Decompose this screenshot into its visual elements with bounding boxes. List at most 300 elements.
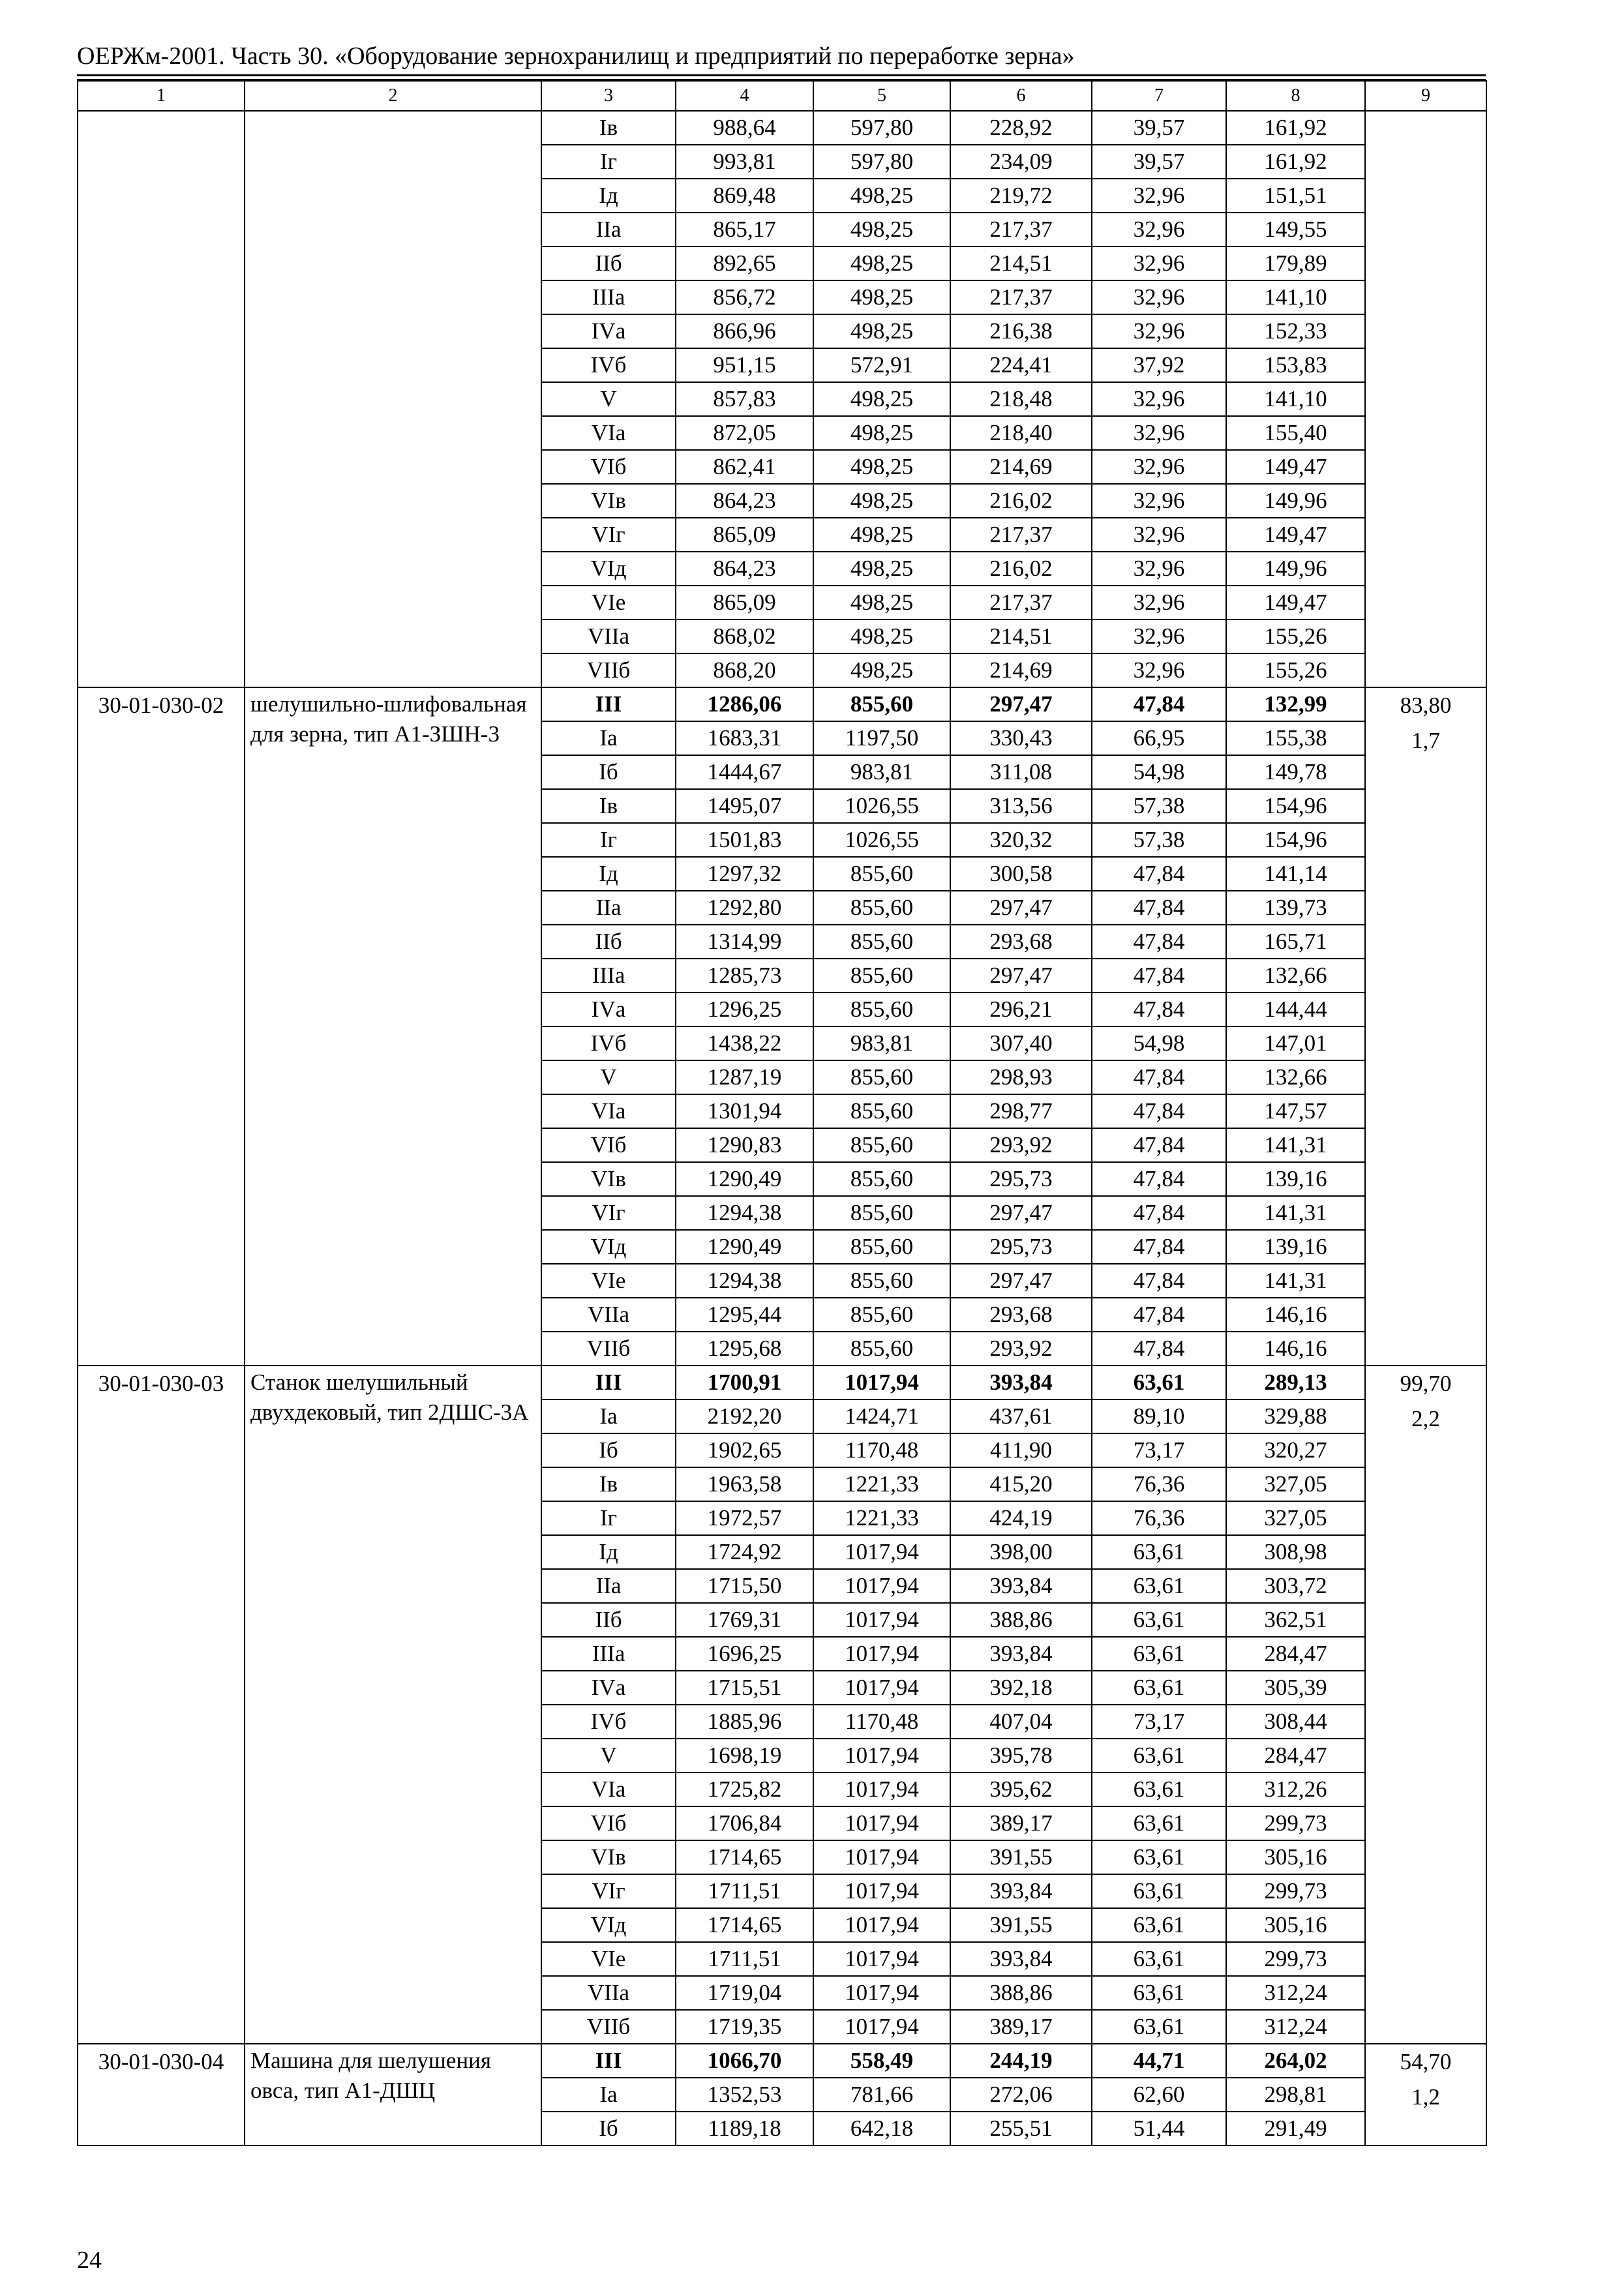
materials-cost: 312,24 bbox=[1226, 2010, 1365, 2044]
machine-cost: 217,37 bbox=[950, 213, 1092, 247]
region-code: III bbox=[541, 2044, 676, 2078]
labor-costs-cell bbox=[1365, 111, 1486, 687]
direct-cost: 864,23 bbox=[676, 484, 813, 518]
machine-cost: 217,37 bbox=[950, 280, 1092, 314]
operator-wage: 63,61 bbox=[1092, 1569, 1226, 1603]
machine-cost: 216,02 bbox=[950, 484, 1092, 518]
operator-wage: 47,84 bbox=[1092, 1128, 1226, 1162]
position-name: Машина для шелушения овса, тип А1-ДШЦ bbox=[245, 2044, 541, 2146]
direct-cost: 1066,70 bbox=[676, 2044, 813, 2078]
operator-wage: 63,61 bbox=[1092, 2010, 1226, 2044]
labor-wage: 498,25 bbox=[813, 280, 950, 314]
direct-cost: 1902,65 bbox=[676, 1433, 813, 1467]
operator-wage: 47,84 bbox=[1092, 1230, 1226, 1264]
labor-wage: 855,60 bbox=[813, 1196, 950, 1230]
operator-wage: 39,57 bbox=[1092, 111, 1226, 145]
column-number: 9 bbox=[1365, 81, 1486, 111]
operator-wage: 62,60 bbox=[1092, 2078, 1226, 2112]
operator-hours: 2,2 bbox=[1411, 1406, 1440, 1431]
machine-cost: 415,20 bbox=[950, 1467, 1092, 1501]
operator-wage: 63,61 bbox=[1092, 1908, 1226, 1942]
operator-hours: 1,2 bbox=[1411, 2084, 1440, 2110]
region-code: VIIа bbox=[541, 620, 676, 653]
machine-cost: 388,86 bbox=[950, 1603, 1092, 1637]
machine-cost: 391,55 bbox=[950, 1908, 1092, 1942]
region-code: IIIа bbox=[541, 1637, 676, 1671]
labor-wage: 498,25 bbox=[813, 586, 950, 620]
machine-cost: 216,02 bbox=[950, 552, 1092, 586]
operator-wage: 47,84 bbox=[1092, 857, 1226, 891]
labor-wage: 1017,94 bbox=[813, 1603, 950, 1637]
materials-cost: 308,44 bbox=[1226, 1705, 1365, 1739]
region-code: Iв bbox=[541, 789, 676, 823]
operator-wage: 63,61 bbox=[1092, 1535, 1226, 1569]
machine-cost: 393,84 bbox=[950, 1569, 1092, 1603]
machine-cost: 393,84 bbox=[950, 1637, 1092, 1671]
machine-cost: 395,62 bbox=[950, 1773, 1092, 1806]
machine-cost: 228,92 bbox=[950, 111, 1092, 145]
materials-cost: 149,78 bbox=[1226, 755, 1365, 789]
operator-wage: 73,17 bbox=[1092, 1433, 1226, 1467]
direct-cost: 1714,65 bbox=[676, 1840, 813, 1874]
machine-cost: 297,47 bbox=[950, 1196, 1092, 1230]
region-code: VIIб bbox=[541, 2010, 676, 2044]
machine-cost: 398,00 bbox=[950, 1535, 1092, 1569]
labor-wage: 498,25 bbox=[813, 382, 950, 416]
materials-cost: 165,71 bbox=[1226, 925, 1365, 959]
direct-cost: 1444,67 bbox=[676, 755, 813, 789]
direct-cost: 1285,73 bbox=[676, 959, 813, 993]
labor-wage: 1424,71 bbox=[813, 1399, 950, 1433]
direct-cost: 1495,07 bbox=[676, 789, 813, 823]
materials-cost: 155,26 bbox=[1226, 620, 1365, 653]
materials-cost: 141,31 bbox=[1226, 1196, 1365, 1230]
operator-wage: 32,96 bbox=[1092, 518, 1226, 552]
machine-cost: 293,92 bbox=[950, 1332, 1092, 1366]
labor-wage: 855,60 bbox=[813, 1162, 950, 1196]
region-code: VIIа bbox=[541, 1298, 676, 1332]
operator-wage: 66,95 bbox=[1092, 721, 1226, 755]
direct-cost: 864,23 bbox=[676, 552, 813, 586]
labor-wage: 855,60 bbox=[813, 1060, 950, 1094]
labor-wage: 1017,94 bbox=[813, 1671, 950, 1705]
region-code: VIб bbox=[541, 1128, 676, 1162]
materials-cost: 155,26 bbox=[1226, 653, 1365, 687]
direct-cost: 1714,65 bbox=[676, 1908, 813, 1942]
materials-cost: 284,47 bbox=[1226, 1739, 1365, 1773]
position-name: Станок шелушильный двухдековый, тип 2ДШС-3А bbox=[245, 1366, 541, 2044]
labor-wage: 1017,94 bbox=[813, 1908, 950, 1942]
operator-wage: 44,71 bbox=[1092, 2044, 1226, 2078]
operator-wage: 32,96 bbox=[1092, 280, 1226, 314]
machine-cost: 295,73 bbox=[950, 1230, 1092, 1264]
operator-wage: 32,96 bbox=[1092, 179, 1226, 213]
materials-cost: 308,98 bbox=[1226, 1535, 1365, 1569]
direct-cost: 856,72 bbox=[676, 280, 813, 314]
column-number-row bbox=[78, 81, 1486, 111]
header-rule bbox=[77, 74, 1486, 76]
operator-wage: 63,61 bbox=[1092, 1637, 1226, 1671]
materials-cost: 139,73 bbox=[1226, 891, 1365, 925]
labor-wage: 1197,50 bbox=[813, 721, 950, 755]
region-code: Iб bbox=[541, 1433, 676, 1467]
direct-cost: 872,05 bbox=[676, 416, 813, 450]
labor-wage: 1221,33 bbox=[813, 1501, 950, 1535]
direct-cost: 865,17 bbox=[676, 213, 813, 247]
operator-wage: 47,84 bbox=[1092, 1332, 1226, 1366]
region-code: III bbox=[541, 687, 676, 721]
document-header: ОЕРЖм-2001. Часть 30. «Оборудование зернохранилищ и предприятий по переработке зерна» bbox=[77, 42, 1075, 70]
table-body bbox=[78, 81, 1486, 2146]
machine-cost: 272,06 bbox=[950, 2078, 1092, 2112]
operator-wage: 51,44 bbox=[1092, 2112, 1226, 2146]
operator-wage: 47,84 bbox=[1092, 993, 1226, 1026]
labor-costs-cell bbox=[1365, 687, 1486, 1366]
materials-cost: 179,89 bbox=[1226, 247, 1365, 280]
labor-wage: 1017,94 bbox=[813, 1773, 950, 1806]
region-code: Iа bbox=[541, 2078, 676, 2112]
operator-wage: 47,84 bbox=[1092, 891, 1226, 925]
operator-wage: 47,84 bbox=[1092, 687, 1226, 721]
labor-wage: 855,60 bbox=[813, 993, 950, 1026]
materials-cost: 312,26 bbox=[1226, 1773, 1365, 1806]
position-code bbox=[78, 111, 245, 687]
direct-cost: 993,81 bbox=[676, 145, 813, 179]
labor-hours: 99,70 bbox=[1400, 1371, 1452, 1396]
machine-cost: 330,43 bbox=[950, 721, 1092, 755]
direct-cost: 2192,20 bbox=[676, 1399, 813, 1433]
direct-cost: 1683,31 bbox=[676, 721, 813, 755]
labor-wage: 498,25 bbox=[813, 247, 950, 280]
region-code: VIа bbox=[541, 1773, 676, 1806]
machine-cost: 320,32 bbox=[950, 823, 1092, 857]
direct-cost: 1301,94 bbox=[676, 1094, 813, 1128]
region-code: Iд bbox=[541, 1535, 676, 1569]
operator-wage: 54,98 bbox=[1092, 1026, 1226, 1060]
direct-cost: 1297,32 bbox=[676, 857, 813, 891]
machine-cost: 298,93 bbox=[950, 1060, 1092, 1094]
operator-wage: 47,84 bbox=[1092, 1298, 1226, 1332]
region-code: V bbox=[541, 1060, 676, 1094]
column-number: 5 bbox=[813, 81, 950, 111]
machine-cost: 300,58 bbox=[950, 857, 1092, 891]
direct-cost: 951,15 bbox=[676, 348, 813, 382]
region-code: IVа bbox=[541, 993, 676, 1026]
machine-cost: 307,40 bbox=[950, 1026, 1092, 1060]
machine-cost: 297,47 bbox=[950, 687, 1092, 721]
operator-wage: 39,57 bbox=[1092, 145, 1226, 179]
direct-cost: 866,96 bbox=[676, 314, 813, 348]
direct-cost: 1314,99 bbox=[676, 925, 813, 959]
operator-wage: 54,98 bbox=[1092, 755, 1226, 789]
region-code: VIе bbox=[541, 1264, 676, 1298]
region-code: V bbox=[541, 1739, 676, 1773]
direct-cost: 869,48 bbox=[676, 179, 813, 213]
table-row bbox=[78, 1366, 1486, 1399]
direct-cost: 1715,50 bbox=[676, 1569, 813, 1603]
operator-wage: 32,96 bbox=[1092, 620, 1226, 653]
materials-cost: 327,05 bbox=[1226, 1501, 1365, 1535]
region-code: Iд bbox=[541, 179, 676, 213]
direct-cost: 1295,44 bbox=[676, 1298, 813, 1332]
direct-cost: 1719,04 bbox=[676, 1976, 813, 2010]
direct-cost: 1700,91 bbox=[676, 1366, 813, 1399]
region-code: VIIб bbox=[541, 1332, 676, 1366]
labor-wage: 1017,94 bbox=[813, 1942, 950, 1976]
operator-wage: 47,84 bbox=[1092, 1162, 1226, 1196]
materials-cost: 155,40 bbox=[1226, 416, 1365, 450]
labor-wage: 572,91 bbox=[813, 348, 950, 382]
column-number: 7 bbox=[1092, 81, 1226, 111]
region-code: III bbox=[541, 1366, 676, 1399]
materials-cost: 299,73 bbox=[1226, 1806, 1365, 1840]
materials-cost: 152,33 bbox=[1226, 314, 1365, 348]
operator-hours bbox=[1366, 147, 1486, 182]
labor-wage: 1017,94 bbox=[813, 1535, 950, 1569]
materials-cost: 320,27 bbox=[1226, 1433, 1365, 1467]
materials-cost: 141,10 bbox=[1226, 382, 1365, 416]
materials-cost: 284,47 bbox=[1226, 1637, 1365, 1671]
direct-cost: 1294,38 bbox=[676, 1196, 813, 1230]
labor-wage: 498,25 bbox=[813, 213, 950, 247]
table-row bbox=[78, 687, 1486, 721]
labor-wage: 597,80 bbox=[813, 111, 950, 145]
materials-cost: 289,13 bbox=[1226, 1366, 1365, 1399]
operator-wage: 63,61 bbox=[1092, 1773, 1226, 1806]
machine-cost: 313,56 bbox=[950, 789, 1092, 823]
labor-wage: 1170,48 bbox=[813, 1433, 950, 1467]
labor-wage: 1017,94 bbox=[813, 1569, 950, 1603]
materials-cost: 149,47 bbox=[1226, 450, 1365, 484]
machine-cost: 293,92 bbox=[950, 1128, 1092, 1162]
labor-wage: 1017,94 bbox=[813, 2010, 950, 2044]
materials-cost: 149,96 bbox=[1226, 484, 1365, 518]
direct-cost: 1963,58 bbox=[676, 1467, 813, 1501]
labor-wage: 855,60 bbox=[813, 891, 950, 925]
machine-cost: 391,55 bbox=[950, 1840, 1092, 1874]
direct-cost: 1292,80 bbox=[676, 891, 813, 925]
machine-cost: 393,84 bbox=[950, 1366, 1092, 1399]
direct-cost: 1711,51 bbox=[676, 1874, 813, 1908]
operator-wage: 32,96 bbox=[1092, 450, 1226, 484]
materials-cost: 298,81 bbox=[1226, 2078, 1365, 2112]
direct-cost: 1287,19 bbox=[676, 1060, 813, 1094]
labor-wage: 558,49 bbox=[813, 2044, 950, 2078]
materials-cost: 312,24 bbox=[1226, 1976, 1365, 2010]
labor-hours: 54,70 bbox=[1400, 2049, 1452, 2074]
direct-cost: 988,64 bbox=[676, 111, 813, 145]
machine-cost: 395,78 bbox=[950, 1739, 1092, 1773]
operator-wage: 32,96 bbox=[1092, 247, 1226, 280]
region-code: VIв bbox=[541, 1840, 676, 1874]
position-name bbox=[245, 111, 541, 687]
price-table bbox=[77, 80, 1487, 2146]
materials-cost: 146,16 bbox=[1226, 1298, 1365, 1332]
direct-cost: 1189,18 bbox=[676, 2112, 813, 2146]
machine-cost: 218,40 bbox=[950, 416, 1092, 450]
labor-wage: 1026,55 bbox=[813, 823, 950, 857]
materials-cost: 132,66 bbox=[1226, 1060, 1365, 1094]
region-code: Iг bbox=[541, 823, 676, 857]
machine-cost: 217,37 bbox=[950, 586, 1092, 620]
materials-cost: 149,47 bbox=[1226, 586, 1365, 620]
direct-cost: 865,09 bbox=[676, 518, 813, 552]
materials-cost: 305,16 bbox=[1226, 1908, 1365, 1942]
labor-wage: 855,60 bbox=[813, 1298, 950, 1332]
machine-cost: 297,47 bbox=[950, 891, 1092, 925]
machine-cost: 293,68 bbox=[950, 1298, 1092, 1332]
materials-cost: 303,72 bbox=[1226, 1569, 1365, 1603]
direct-cost: 1698,19 bbox=[676, 1739, 813, 1773]
direct-cost: 1296,25 bbox=[676, 993, 813, 1026]
labor-wage: 1170,48 bbox=[813, 1705, 950, 1739]
direct-cost: 1286,06 bbox=[676, 687, 813, 721]
materials-cost: 327,05 bbox=[1226, 1467, 1365, 1501]
region-code: VIб bbox=[541, 450, 676, 484]
labor-wage: 855,60 bbox=[813, 1094, 950, 1128]
materials-cost: 161,92 bbox=[1226, 145, 1365, 179]
region-code: IIа bbox=[541, 213, 676, 247]
operator-wage: 73,17 bbox=[1092, 1705, 1226, 1739]
materials-cost: 139,16 bbox=[1226, 1162, 1365, 1196]
labor-hours bbox=[1366, 112, 1486, 147]
labor-wage: 855,60 bbox=[813, 925, 950, 959]
region-code: Iг bbox=[541, 145, 676, 179]
materials-cost: 146,16 bbox=[1226, 1332, 1365, 1366]
region-code: Iд bbox=[541, 857, 676, 891]
machine-cost: 388,86 bbox=[950, 1976, 1092, 2010]
machine-cost: 297,47 bbox=[950, 959, 1092, 993]
machine-cost: 244,19 bbox=[950, 2044, 1092, 2078]
labor-wage: 1017,94 bbox=[813, 1366, 950, 1399]
materials-cost: 362,51 bbox=[1226, 1603, 1365, 1637]
operator-wage: 47,84 bbox=[1092, 959, 1226, 993]
materials-cost: 141,14 bbox=[1226, 857, 1365, 891]
machine-cost: 392,18 bbox=[950, 1671, 1092, 1705]
labor-wage: 781,66 bbox=[813, 2078, 950, 2112]
machine-cost: 389,17 bbox=[950, 2010, 1092, 2044]
machine-cost: 389,17 bbox=[950, 1806, 1092, 1840]
operator-wage: 32,96 bbox=[1092, 586, 1226, 620]
labor-wage: 1017,94 bbox=[813, 1976, 950, 2010]
machine-cost: 214,69 bbox=[950, 450, 1092, 484]
page-number: 24 bbox=[77, 2247, 102, 2274]
labor-wage: 855,60 bbox=[813, 857, 950, 891]
direct-cost: 1885,96 bbox=[676, 1705, 813, 1739]
operator-wage: 63,61 bbox=[1092, 1739, 1226, 1773]
labor-costs-cell bbox=[1365, 2044, 1486, 2146]
direct-cost: 892,65 bbox=[676, 247, 813, 280]
region-code: VIе bbox=[541, 1942, 676, 1976]
machine-cost: 255,51 bbox=[950, 2112, 1092, 2146]
labor-wage: 855,60 bbox=[813, 1128, 950, 1162]
materials-cost: 132,66 bbox=[1226, 959, 1365, 993]
region-code: IIб bbox=[541, 925, 676, 959]
operator-wage: 32,96 bbox=[1092, 314, 1226, 348]
region-code: IIб bbox=[541, 247, 676, 280]
machine-cost: 393,84 bbox=[950, 1874, 1092, 1908]
operator-wage: 57,38 bbox=[1092, 789, 1226, 823]
machine-cost: 297,47 bbox=[950, 1264, 1092, 1298]
operator-wage: 57,38 bbox=[1092, 823, 1226, 857]
direct-cost: 1715,51 bbox=[676, 1671, 813, 1705]
operator-wage: 89,10 bbox=[1092, 1399, 1226, 1433]
operator-wage: 47,84 bbox=[1092, 1060, 1226, 1094]
position-code: 30-01-030-02 bbox=[78, 687, 245, 1366]
operator-wage: 32,96 bbox=[1092, 213, 1226, 247]
labor-wage: 498,25 bbox=[813, 552, 950, 586]
region-code: VIа bbox=[541, 416, 676, 450]
materials-cost: 149,96 bbox=[1226, 552, 1365, 586]
direct-cost: 862,41 bbox=[676, 450, 813, 484]
materials-cost: 154,96 bbox=[1226, 789, 1365, 823]
column-number: 4 bbox=[676, 81, 813, 111]
materials-cost: 155,38 bbox=[1226, 721, 1365, 755]
region-code: IIб bbox=[541, 1603, 676, 1637]
region-code: VIIа bbox=[541, 1976, 676, 2010]
direct-cost: 1725,82 bbox=[676, 1773, 813, 1806]
machine-cost: 216,38 bbox=[950, 314, 1092, 348]
direct-cost: 1972,57 bbox=[676, 1501, 813, 1535]
machine-cost: 295,73 bbox=[950, 1162, 1092, 1196]
column-number: 2 bbox=[245, 81, 541, 111]
region-code: IIIа bbox=[541, 959, 676, 993]
direct-cost: 865,09 bbox=[676, 586, 813, 620]
region-code: VIв bbox=[541, 484, 676, 518]
region-code: VIб bbox=[541, 1806, 676, 1840]
labor-wage: 1026,55 bbox=[813, 789, 950, 823]
materials-cost: 299,73 bbox=[1226, 1874, 1365, 1908]
materials-cost: 141,31 bbox=[1226, 1264, 1365, 1298]
operator-wage: 32,96 bbox=[1092, 382, 1226, 416]
region-code: VIа bbox=[541, 1094, 676, 1128]
region-code: IVб bbox=[541, 348, 676, 382]
labor-wage: 1017,94 bbox=[813, 1637, 950, 1671]
materials-cost: 144,44 bbox=[1226, 993, 1365, 1026]
labor-wage: 983,81 bbox=[813, 1026, 950, 1060]
machine-cost: 219,72 bbox=[950, 179, 1092, 213]
operator-wage: 63,61 bbox=[1092, 1942, 1226, 1976]
machine-cost: 424,19 bbox=[950, 1501, 1092, 1535]
region-code: Iб bbox=[541, 755, 676, 789]
direct-cost: 1295,68 bbox=[676, 1332, 813, 1366]
direct-cost: 857,83 bbox=[676, 382, 813, 416]
position-name: шелушильно-шлифовальная для зерна, тип А1-ЗШН-3 bbox=[245, 687, 541, 1366]
position-code: 30-01-030-04 bbox=[78, 2044, 245, 2146]
column-number: 3 bbox=[541, 81, 676, 111]
labor-wage: 1017,94 bbox=[813, 1874, 950, 1908]
column-number: 1 bbox=[78, 81, 245, 111]
direct-cost: 1294,38 bbox=[676, 1264, 813, 1298]
direct-cost: 1290,49 bbox=[676, 1230, 813, 1264]
materials-cost: 154,96 bbox=[1226, 823, 1365, 857]
machine-cost: 437,61 bbox=[950, 1399, 1092, 1433]
materials-cost: 305,39 bbox=[1226, 1671, 1365, 1705]
labor-wage: 855,60 bbox=[813, 959, 950, 993]
materials-cost: 329,88 bbox=[1226, 1399, 1365, 1433]
labor-wage: 642,18 bbox=[813, 2112, 950, 2146]
region-code: IVа bbox=[541, 314, 676, 348]
machine-cost: 393,84 bbox=[950, 1942, 1092, 1976]
materials-cost: 161,92 bbox=[1226, 111, 1365, 145]
materials-cost: 299,73 bbox=[1226, 1942, 1365, 1976]
direct-cost: 868,02 bbox=[676, 620, 813, 653]
materials-cost: 151,51 bbox=[1226, 179, 1365, 213]
direct-cost: 1724,92 bbox=[676, 1535, 813, 1569]
labor-wage: 983,81 bbox=[813, 755, 950, 789]
materials-cost: 139,16 bbox=[1226, 1230, 1365, 1264]
operator-wage: 47,84 bbox=[1092, 1196, 1226, 1230]
